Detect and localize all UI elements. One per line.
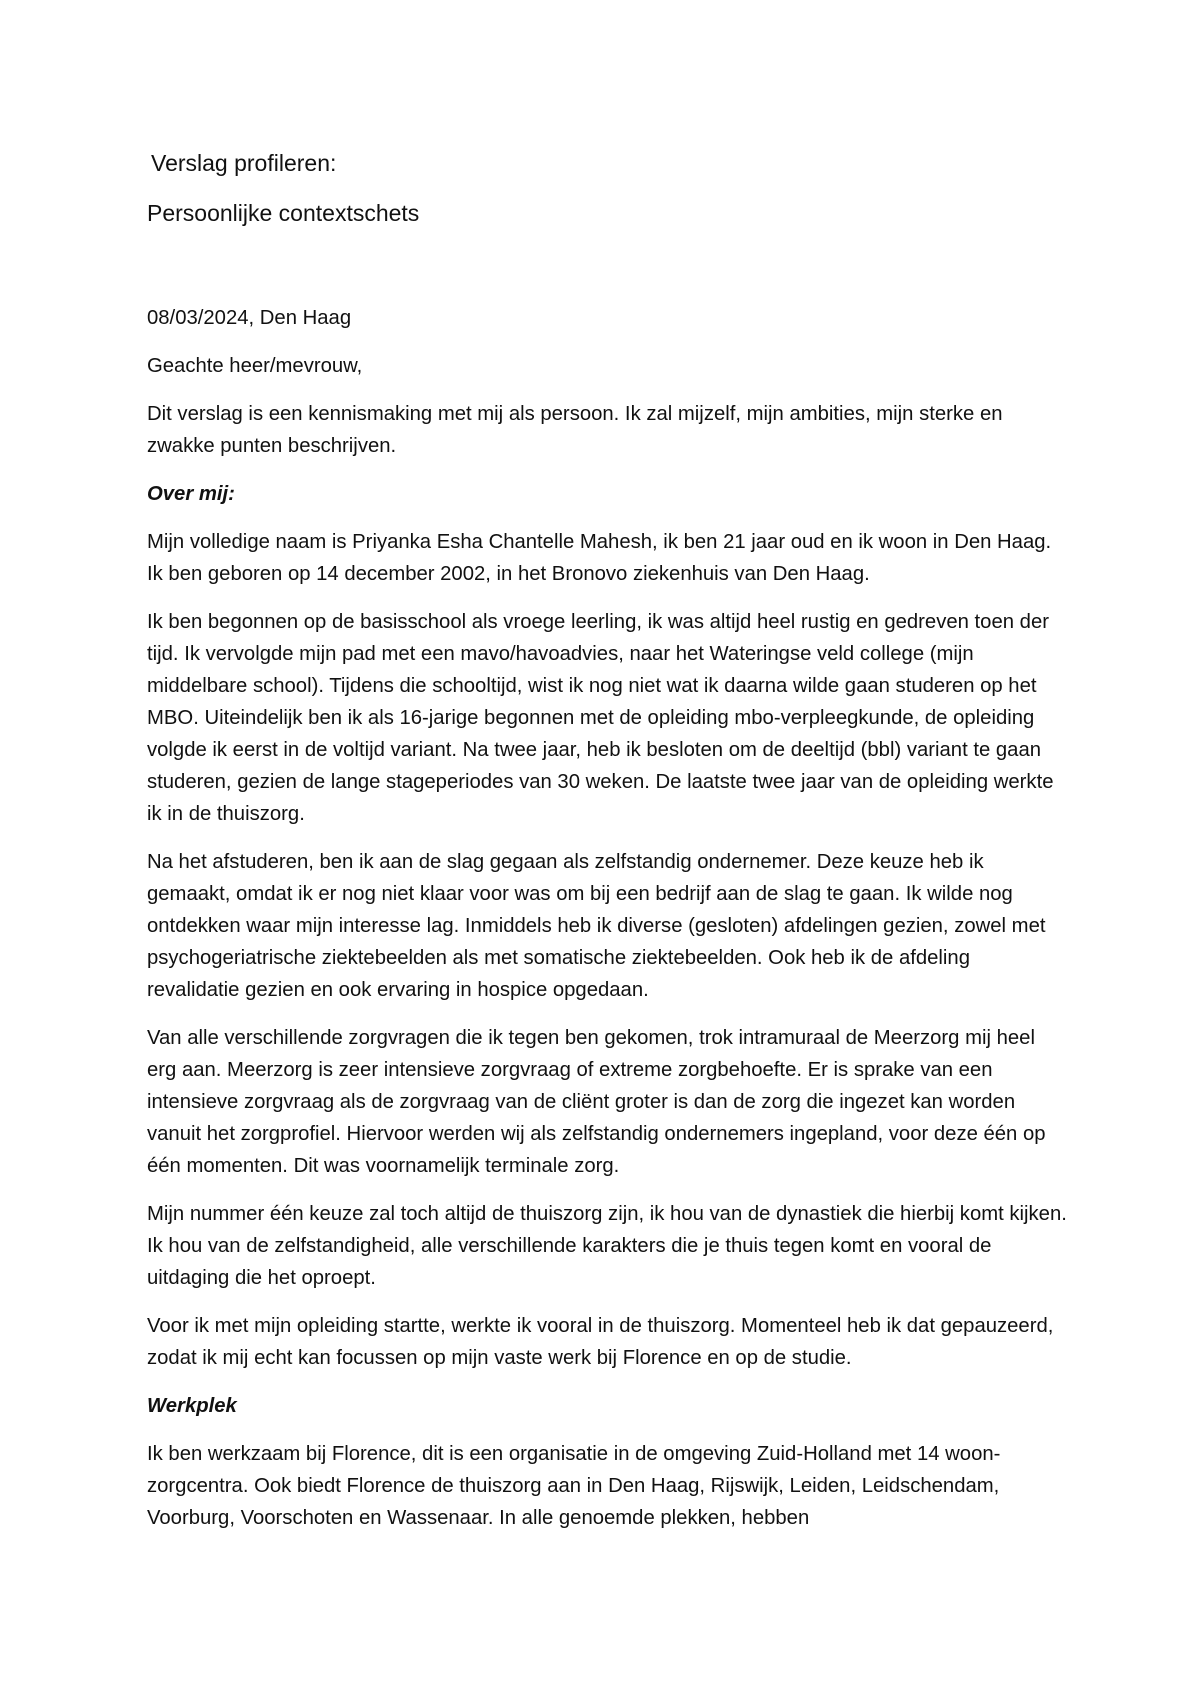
paragraph-werkplek: Ik ben werkzaam bij Florence, dit is een organisatie in de omgeving Zuid-Holland met 14 woon-zorgcentra. Ook biedt Florence de thuiszorg aan in Den Haag, Rijswijk, Leiden, Leidschendam, Voorburg, Voorschoten en Wassenaar. In alle genoemde plekken, hebben <box>147 1443 1001 1529</box>
section-heading-over-mij: Over mij: <box>147 483 235 505</box>
paragraph: Voor ik met mijn opleiding startte, werkte ik vooral in de thuiszorg. Momenteel heb ik dat gepauzeerd, zodat ik mij echt kan focussen op mijn vaste werk bij Florence en op de studie. <box>147 1315 1054 1369</box>
paragraph: Van alle verschillende zorgvragen die ik tegen ben gekomen, trok intramuraal de Meerzorg mij heel erg aan. Meerzorg is zeer intensieve zorgvraag of extreme zorgbehoefte. Er is sprake van een intensieve zorgvraag als de zorgvraag van de cliënt groter is dan de zorg die ingezet kan worden vanuit het zorgprofiel. Hiervoor werden wij als zelfstandig ondernemers ingepland, voor deze één op één momenten. Dit was voornamelijk terminale zorg. <box>147 1027 1046 1177</box>
salutation: Geachte heer/mevrouw, <box>147 355 363 377</box>
intro-paragraph: Dit verslag is een kennismaking met mij als persoon. Ik zal mijzelf, mijn ambities, mijn sterke en zwakke punten beschrijven. <box>147 403 1003 457</box>
document-subtitle: Persoonlijke contextschets <box>147 200 420 226</box>
section-heading-werkplek: Werkplek <box>147 1395 237 1417</box>
date-place: 08/03/2024, Den Haag <box>147 307 352 329</box>
paragraph: Ik ben begonnen op de basisschool als vroege leerling, ik was altijd heel rustig en gedreven toen der tijd. Ik vervolgde mijn pad met een mavo/havoadvies, naar het Wateringse veld college (mijn middelbare school). Tijdens die schooltijd, wist ik nog niet wat ik daarna wilde gaan studeren op het MBO. Uiteindelijk ben ik als 16-jarige begonnen met de opleiding mbo-verpleegkunde, de opleiding volgde ik eerst in de voltijd variant. Na twee jaar, heb ik besloten om de deeltijd (bbl) variant te gaan studeren, gezien de lange stageperiodes van 30 weken. De laatste twee jaar van de opleiding werkte ik in de thuiszorg. <box>147 611 1054 825</box>
paragraph: Mijn volledige naam is Priyanka Esha Chantelle Mahesh, ik ben 21 jaar oud en ik woon in Den Haag. Ik ben geboren op 14 december 2002, in het Bronovo ziekenhuis van Den Haag. <box>147 531 1052 585</box>
paragraph: Na het afstuderen, ben ik aan de slag gegaan als zelfstandig ondernemer. Deze keuze heb ik gemaakt, omdat ik er nog niet klaar voor was om bij een bedrijf aan de slag te gaan. Ik wilde nog ontdekken waar mijn interesse lag. Inmiddels heb ik diverse (gesloten) afdelingen gezien, zowel met psychogeriatrische ziektebeelden als met somatische ziektebeelden. Ook heb ik de afdeling revalidatie gezien en ook ervaring in hospice opgedaan. <box>147 851 1046 1001</box>
document-body <box>147 147 1067 1550</box>
document-title: Verslag profileren: <box>151 150 337 176</box>
paragraph: Mijn nummer één keuze zal toch altijd de thuiszorg zijn, ik hou van de dynastiek die hierbij komt kijken. Ik hou van de zelfstandigheid, alle verschillende karakters die je thuis tegen komt en vooral de uitdaging die het oproept. <box>147 1203 1067 1289</box>
